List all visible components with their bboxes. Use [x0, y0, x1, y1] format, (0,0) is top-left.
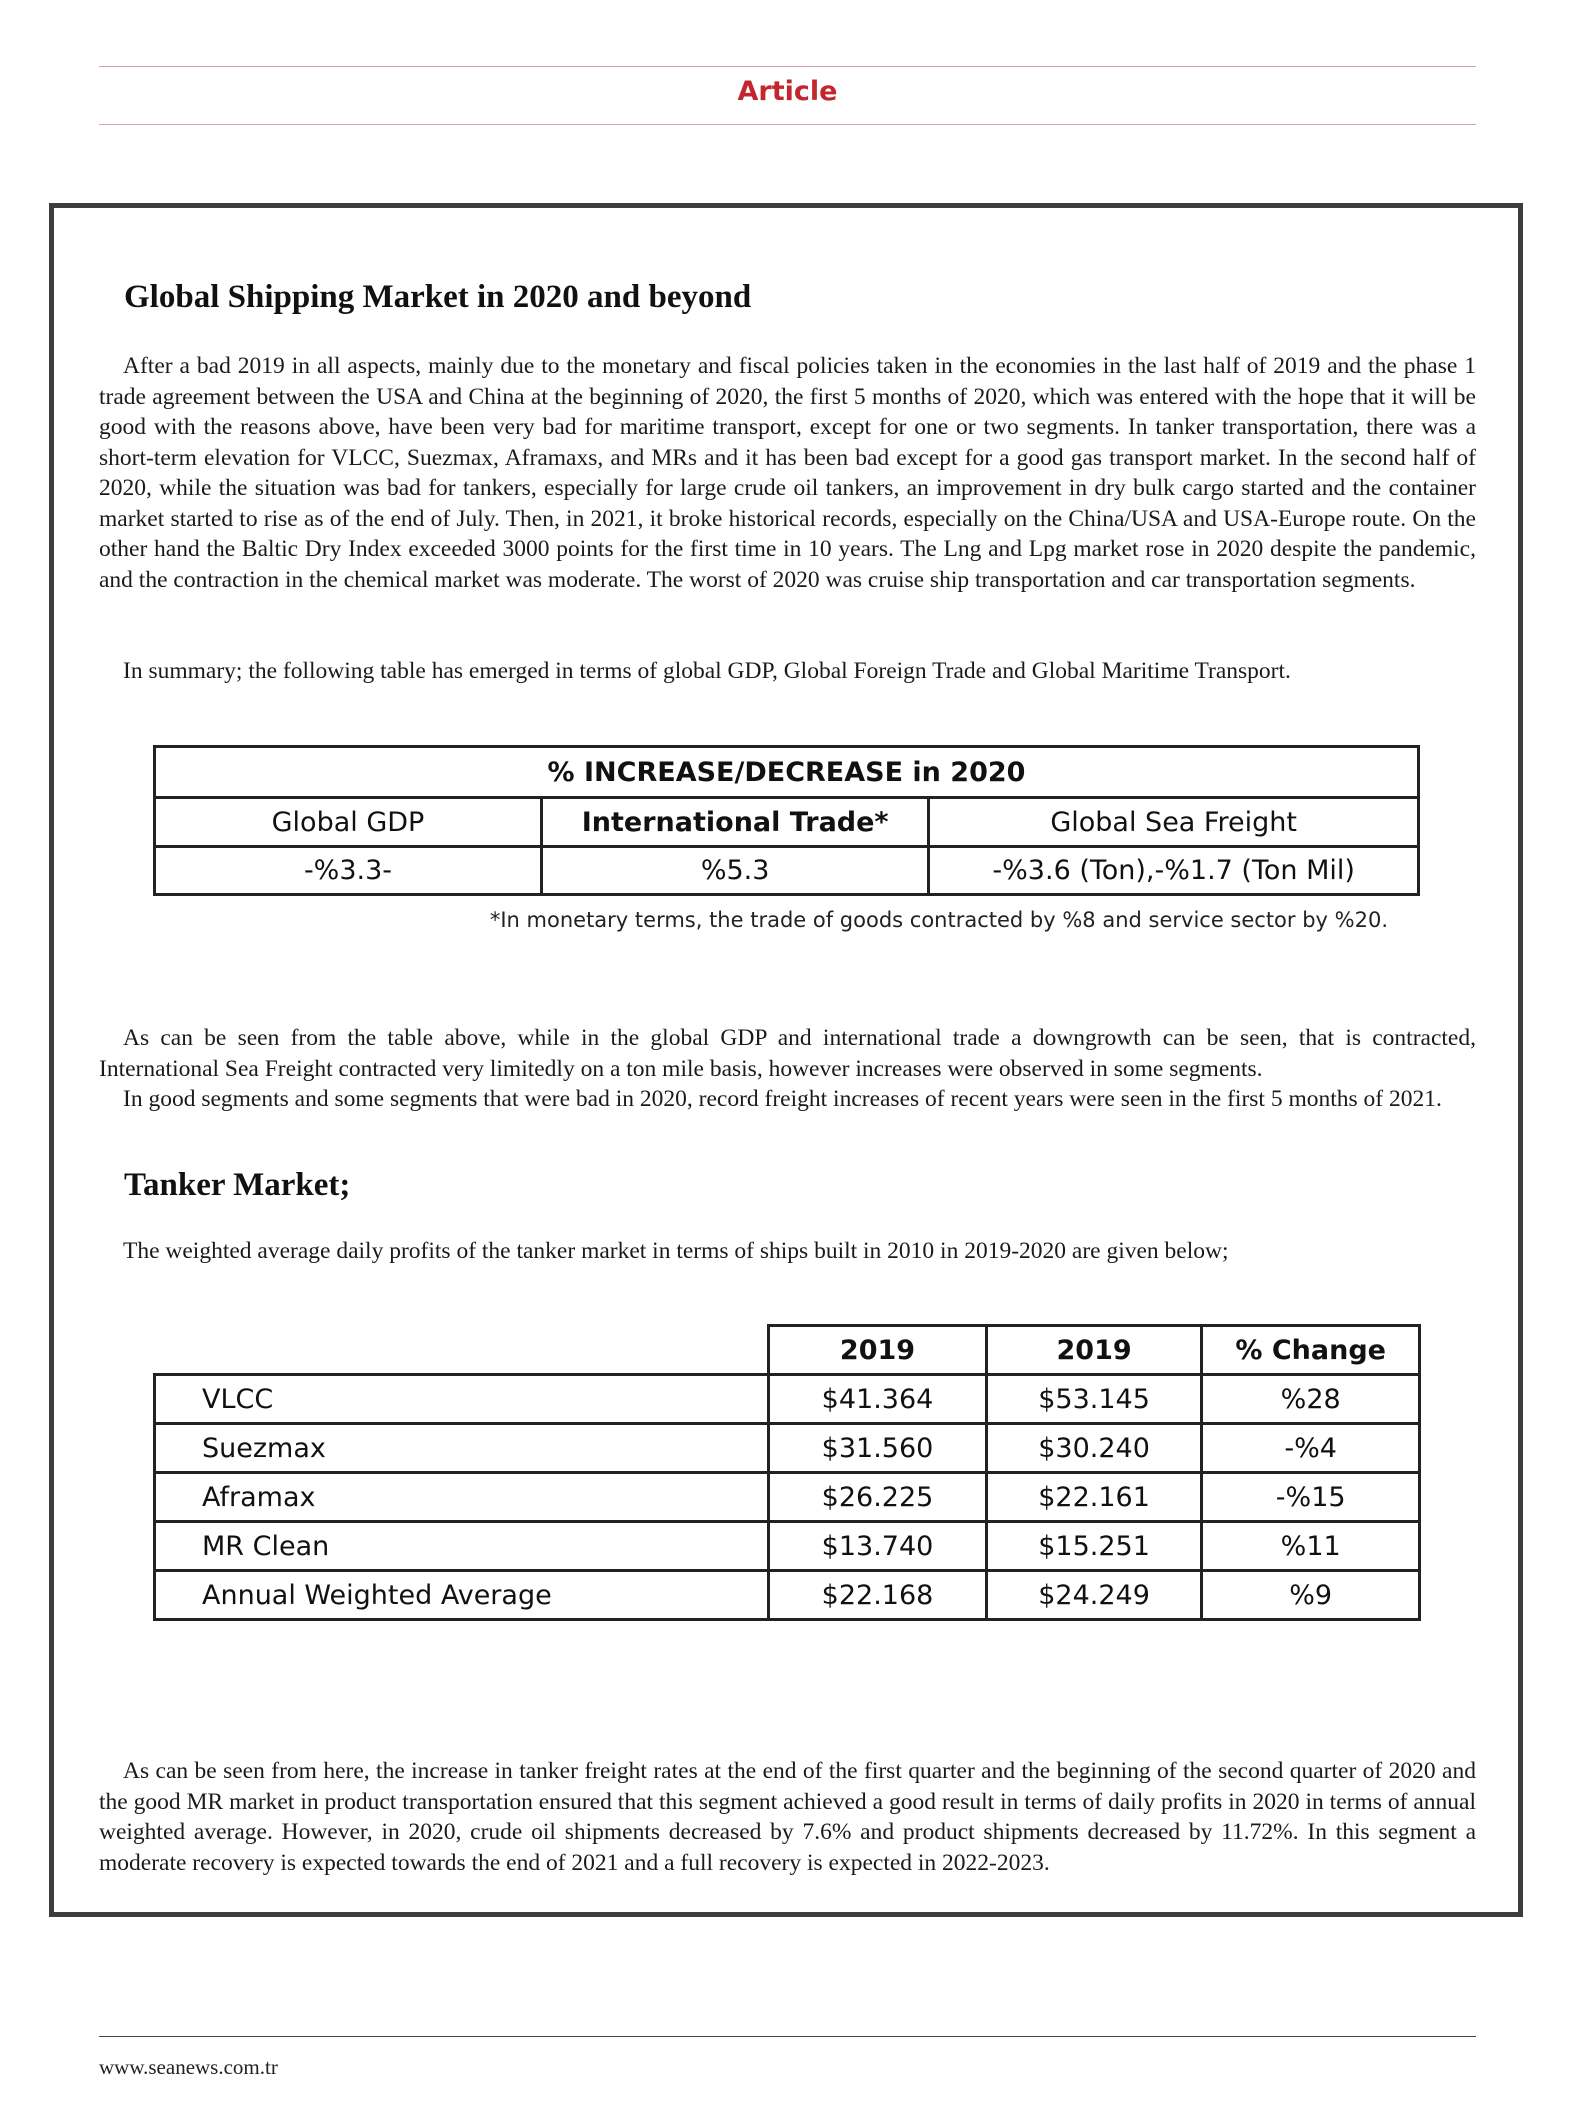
tanker-profit-table — [153, 1324, 1421, 1621]
table-footnote: *In monetary terms, the trade of goods contracted by %8 and service sector by %20. — [489, 908, 1388, 932]
section-label: Article — [737, 76, 838, 107]
table-caption: % INCREASE/DECREASE in 2020 — [155, 747, 1419, 798]
column-header: Global Sea Freight — [929, 798, 1419, 847]
table-cell: $15.251 — [986, 1522, 1202, 1571]
column-header: 2019 — [769, 1326, 987, 1375]
table-cell: $53.145 — [986, 1375, 1202, 1424]
conclusion-paragraph-text: As can be seen from here, the increase in tanker freight rates at the end of the first quarter and the beginning of the second quarter of 2020 and the good MR market in product transportation ensured that this segment achieved a good result in terms of daily profits in 2020 in terms of annual weighted average. However, in 2020, crude oil shipments decreased by 7.6% and product shipments decreased by 11.72%. In this segment a moderate recovery is expected towards the end of 2021 and a full recovery is expected in 2022-2023. — [99, 1758, 1476, 1876]
table-cell: %5.3 — [541, 847, 928, 895]
analysis-paragraph — [99, 1023, 1476, 1115]
table-cell: $26.225 — [769, 1473, 987, 1522]
row-label: Annual Weighted Average — [155, 1571, 769, 1620]
row-label: Suezmax — [155, 1424, 769, 1473]
table-cell: -%3.6 (Ton),-%1.7 (Ton Mil) — [929, 847, 1419, 895]
table-cell: $24.249 — [986, 1571, 1202, 1620]
tanker-intro-text: The weighted average daily profits of the tanker market in terms of ships built in 2010 in 2019-2020 are given below; — [123, 1238, 1229, 1264]
table-row — [155, 1375, 1420, 1424]
summary-paragraph — [99, 656, 1476, 687]
row-label: VLCC — [155, 1375, 769, 1424]
table-cell: -%3.3- — [155, 847, 542, 895]
column-header: % Change — [1202, 1326, 1420, 1375]
column-header: International Trade* — [541, 798, 928, 847]
row-label: Aframax — [155, 1473, 769, 1522]
analysis-paragraph-text-a: As can be seen from the table above, while in the global GDP and international trade a downgrowth can be seen, that is contracted, International Sea Freight contracted very limitedly on a ton mile basis, however increases were observed in some segments. — [99, 1025, 1476, 1082]
row-label: MR Clean — [155, 1522, 769, 1571]
footer-rule — [99, 2036, 1476, 2037]
table-cell: -%15 — [1202, 1473, 1420, 1522]
table-row — [155, 1522, 1420, 1571]
table-cell: %28 — [1202, 1375, 1420, 1424]
table-cell: $13.740 — [769, 1522, 987, 1571]
table-row — [155, 1571, 1420, 1620]
table-corner — [155, 1326, 769, 1375]
table-cell: -%4 — [1202, 1424, 1420, 1473]
tanker-intro-paragraph — [99, 1236, 1476, 1267]
column-header: Global GDP — [155, 798, 542, 847]
header-rule-bottom — [99, 124, 1476, 125]
analysis-paragraph-text-b: In good segments and some segments that were bad in 2020, record freight increases of recent years were seen in the first 5 months of 2021. — [123, 1086, 1442, 1112]
article-title: Global Shipping Market in 2020 and beyond — [124, 279, 752, 315]
table-cell: $31.560 — [769, 1424, 987, 1473]
summary-paragraph-text: In summary; the following table has emerged in terms of global GDP, Global Foreign Trade and Global Maritime Transport. — [123, 658, 1291, 684]
table-cell: $41.364 — [769, 1375, 987, 1424]
table-cell: %11 — [1202, 1522, 1420, 1571]
intro-paragraph — [99, 351, 1476, 595]
column-header: 2019 — [986, 1326, 1202, 1375]
header-rule-top — [99, 66, 1476, 67]
conclusion-paragraph — [99, 1756, 1476, 1878]
table-cell: $22.161 — [986, 1473, 1202, 1522]
table-row — [155, 1424, 1420, 1473]
intro-paragraph-text: After a bad 2019 in all aspects, mainly due to the monetary and fiscal policies taken in the economies in the last half of 2019 and the phase 1 trade agreement between the USA and China at the beginning of 2020, the first 5 months of 2020, which was entered with the hope that it will be good with the reasons above, have been very bad for maritime transport, except for one or two segments. In tanker transportation, there was a short-term elevation for VLCC, Suezmax, Aframaxs, and MRs and it has been bad except for a good gas transport market. In the second half of 2020, while the situation was bad for tankers, especially for large crude oil tankers, an improvement in dry bulk cargo started and the container market started to rise as of the end of July. Then, in 2021, it broke historical records, especially on the China/USA and USA-Europe route. On the other hand the Baltic Dry Index exceeded 3000 points for the first time in 10 years. The Lng and Lpg market rose in 2020 despite the pandemic, and the contraction in the chemical market was moderate. The worst of 2020 was cruise ship transportation and car transportation segments. — [99, 353, 1476, 593]
change-2020-table — [153, 745, 1420, 896]
section-subtitle: Tanker Market; — [124, 1167, 351, 1203]
table-cell: $22.168 — [769, 1571, 987, 1620]
table-cell: $30.240 — [986, 1424, 1202, 1473]
table-cell: %9 — [1202, 1571, 1420, 1620]
footer-url: www.seanews.com.tr — [99, 2055, 278, 2079]
table-row — [155, 1473, 1420, 1522]
